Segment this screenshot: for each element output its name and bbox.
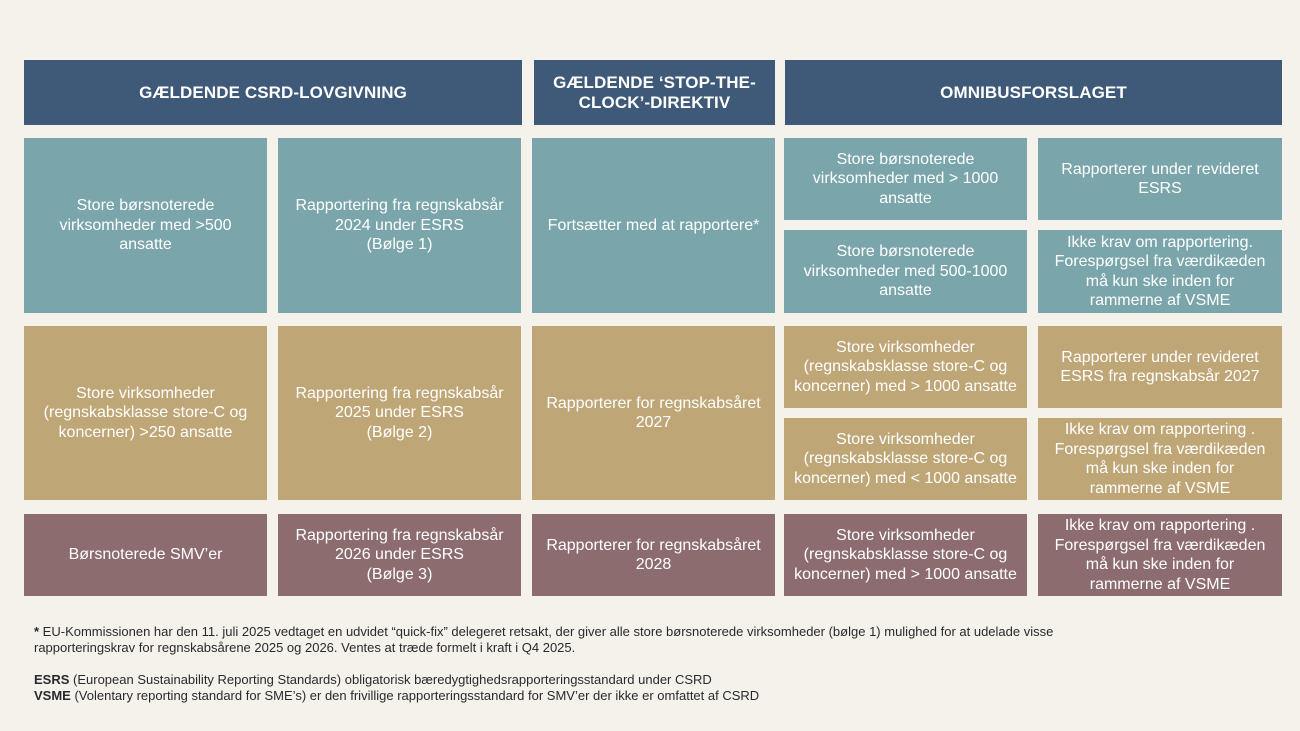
footnote-esrs <box>34 672 1114 688</box>
footnote-esrs-term: ESRS <box>34 672 70 687</box>
header-omnibus: OMNIBUSFORSLAGET <box>785 60 1282 125</box>
footnote-vsme <box>34 688 1114 704</box>
row2-omnibus-scope-b: Store virksomheder (regnskabsklasse store-C og koncerner) med < 1000 ansatte <box>784 418 1027 500</box>
row1-stop-clock-cell: Fortsætter med at rapportere* <box>532 138 775 313</box>
footnote-star-mark: * <box>34 624 40 639</box>
row2-scope-cell: Store virksomheder (regnskabsklasse store-C og koncerner) >250 ansatte <box>24 326 267 500</box>
footnote-quick-fix <box>34 624 1114 656</box>
row1-scope-cell: Store børsnoterede virksomheder med >500 ansatte <box>24 138 267 313</box>
row1-omnibus-scope-b: Store børsnoterede virksomheder med 500-1000 ansatte <box>784 230 1027 313</box>
row1-requirement-cell: Rapportering fra regnskabsår 2024 under ESRS (Bølge 1) <box>278 138 521 313</box>
row1-omnibus-scope-a: Store børsnoterede virksomheder med > 1000 ansatte <box>784 138 1027 220</box>
row2-omnibus-result-b: Ikke krav om rapportering . Forespørgsel fra værdikæden må kun ske inden for rammerne af VSME <box>1038 418 1282 500</box>
footnote-esrs-text: (European Sustainability Reporting Standards) obligatorisk bæredygtighedsrapporteringsstandard under CSRD <box>69 672 712 687</box>
footnote-star-text: EU-Kommissionen har den 11. juli 2025 vedtaget en udvidet “quick-fix” delegeret retsakt, der giver alle store børsnoterede virksomheder (bølge 1) mulighed for at udelade visse rapporteringskrav for regnskabsårene 2025 og 2026. Ventes at træde formelt i kraft i Q4 2025. <box>34 624 1054 655</box>
row3-omnibus-scope: Store virksomheder (regnskabsklasse store-C og koncerner) med > 1000 ansatte <box>784 514 1027 596</box>
row2-requirement-cell: Rapportering fra regnskabsår 2025 under ESRS (Bølge 2) <box>278 326 521 500</box>
row3-omnibus-result: Ikke krav om rapportering . Forespørgsel fra værdikæden må kun ske inden for rammerne af VSME <box>1038 514 1282 596</box>
header-current-csrd: GÆLDENDE CSRD-LOVGIVNING <box>24 60 522 125</box>
footnote-vsme-term: VSME <box>34 688 71 703</box>
row2-omnibus-result-a: Rapporterer under revideret ESRS fra regnskabsår 2027 <box>1038 326 1282 408</box>
row1-omnibus-result-a: Rapporterer under revideret ESRS <box>1038 138 1282 220</box>
footnote-vsme-text: (Volentary reporting standard for SME’s) er den frivillige rapporteringsstandard for SMV’er der ikke er omfattet af CSRD <box>70 688 760 703</box>
row1-omnibus-result-b: Ikke krav om rapportering. Forespørgsel fra værdikæden må kun ske inden for rammerne af VSME <box>1038 230 1282 313</box>
row3-stop-clock-cell: Rapporterer for regnskabsåret 2028 <box>532 514 775 596</box>
row3-requirement-cell: Rapportering fra regnskabsår 2026 under ESRS (Bølge 3) <box>278 514 521 596</box>
row2-omnibus-scope-a: Store virksomheder (regnskabsklasse store-C og koncerner) med > 1000 ansatte <box>784 326 1027 408</box>
header-stop-the-clock: GÆLDENDE ‘STOP-THE- CLOCK’-DIREKTIV <box>534 60 775 125</box>
row2-stop-clock-cell: Rapporterer for regnskabsåret 2027 <box>532 326 775 500</box>
row3-scope-cell: Børsnoterede SMV’er <box>24 514 267 596</box>
